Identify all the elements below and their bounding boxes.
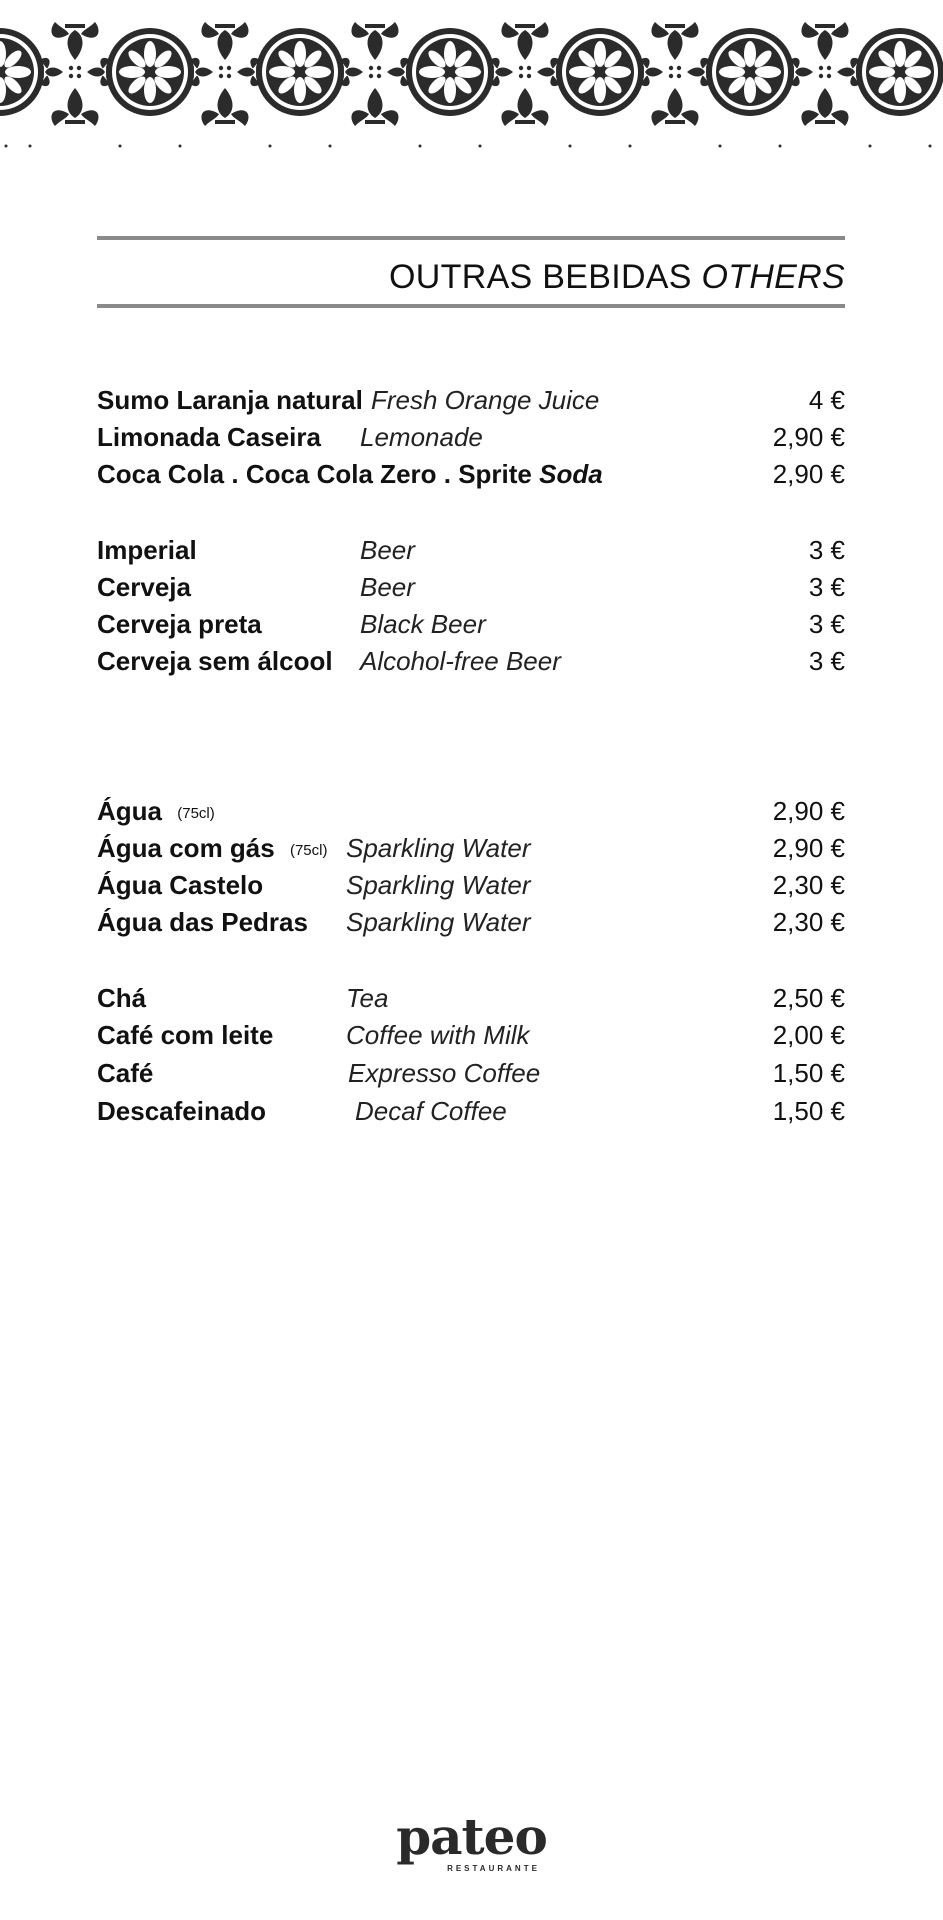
item-name-en: Coffee with Milk xyxy=(346,1020,530,1050)
item-price: 3 € xyxy=(808,646,845,676)
item-name-en: Lemonade xyxy=(360,422,483,452)
menu-item xyxy=(97,643,845,679)
item-name-en: Soda xyxy=(539,459,603,489)
menu-item xyxy=(97,904,845,940)
item-price: 2,00 € xyxy=(772,1020,845,1050)
logo-wordmark: pateo xyxy=(396,1807,547,1866)
menu-item xyxy=(97,867,845,903)
item-name-en: Tea xyxy=(346,983,389,1013)
item-name-pt: Cerveja sem álcool xyxy=(97,646,333,676)
item-price: 3 € xyxy=(808,535,845,565)
item-price: 4 € xyxy=(808,385,845,415)
item-name-pt-text: Coca Cola . Coca Cola Zero . Sprite xyxy=(97,459,532,489)
item-name-pt: Água das Pedras xyxy=(97,907,308,937)
item-name-pt: Água Castelo xyxy=(97,870,264,900)
section-title-pt: OUTRAS BEBIDAS xyxy=(389,258,692,296)
item-name-pt: Cerveja xyxy=(97,572,191,602)
item-price: 2,50 € xyxy=(772,983,845,1013)
item-name-pt xyxy=(97,793,215,832)
menu-item xyxy=(97,382,845,418)
item-price: 2,30 € xyxy=(772,870,845,900)
menu-item xyxy=(97,980,845,1016)
menu-item xyxy=(97,1055,845,1091)
menu-item xyxy=(97,569,845,605)
item-name-pt: Café xyxy=(97,1058,154,1088)
menu-item xyxy=(97,830,845,866)
azulejo-tile-pattern-icon xyxy=(0,0,943,150)
item-name-pt: Chá xyxy=(97,983,147,1013)
item-price: 3 € xyxy=(808,609,845,639)
menu-item xyxy=(97,793,845,829)
menu-item xyxy=(97,419,845,455)
menu-item xyxy=(97,1017,845,1053)
item-price: 1,50 € xyxy=(772,1096,845,1126)
menu-item xyxy=(97,606,845,642)
item-name-pt xyxy=(97,456,603,492)
item-name-en: Expresso Coffee xyxy=(348,1058,541,1088)
item-name-en: Sparkling Water xyxy=(346,833,531,863)
item-price: 1,50 € xyxy=(772,1058,845,1088)
item-name-pt-text: Água xyxy=(97,796,162,826)
item-volume: (75cl) xyxy=(289,842,328,859)
item-price: 2,90 € xyxy=(772,422,845,452)
item-name-pt: Cerveja preta xyxy=(97,609,262,639)
item-price: 2,30 € xyxy=(772,907,845,937)
title-top-rule xyxy=(97,236,845,240)
item-name-pt-text: Água com gás xyxy=(97,833,275,863)
menu-item xyxy=(97,1093,845,1129)
menu-item xyxy=(97,456,845,492)
item-name-en: Beer xyxy=(360,572,415,602)
item-name-pt: Descafeinado xyxy=(97,1096,267,1126)
item-name-en: Sparkling Water xyxy=(346,907,531,937)
item-volume: (75cl) xyxy=(177,805,215,822)
item-name-en: Decaf Coffee xyxy=(355,1096,507,1126)
item-name-en: Fresh Orange Juice xyxy=(371,385,600,415)
item-price: 2,90 € xyxy=(772,459,845,489)
item-price: 2,90 € xyxy=(772,796,845,826)
item-price: 2,90 € xyxy=(772,833,845,863)
restaurant-logo xyxy=(0,1807,943,1873)
item-price: 3 € xyxy=(808,572,845,602)
section-title-en: OTHERS xyxy=(701,258,845,296)
item-name-pt: Limonada Caseira xyxy=(97,422,321,452)
item-name-en: Black Beer xyxy=(360,609,486,639)
logo-subtitle: RESTAURANTE xyxy=(447,1864,540,1873)
menu-item xyxy=(97,532,845,568)
item-name-en: Beer xyxy=(360,535,415,565)
item-name-pt: Café com leite xyxy=(97,1020,274,1050)
section-title xyxy=(389,258,845,297)
title-bottom-rule xyxy=(97,304,845,308)
item-name-en: Sparkling Water xyxy=(346,870,531,900)
item-name-en: Alcohol-free Beer xyxy=(360,646,561,676)
item-name-pt: Sumo Laranja natural xyxy=(97,385,363,415)
item-name-pt xyxy=(97,830,327,869)
item-name-pt: Imperial xyxy=(97,535,197,565)
